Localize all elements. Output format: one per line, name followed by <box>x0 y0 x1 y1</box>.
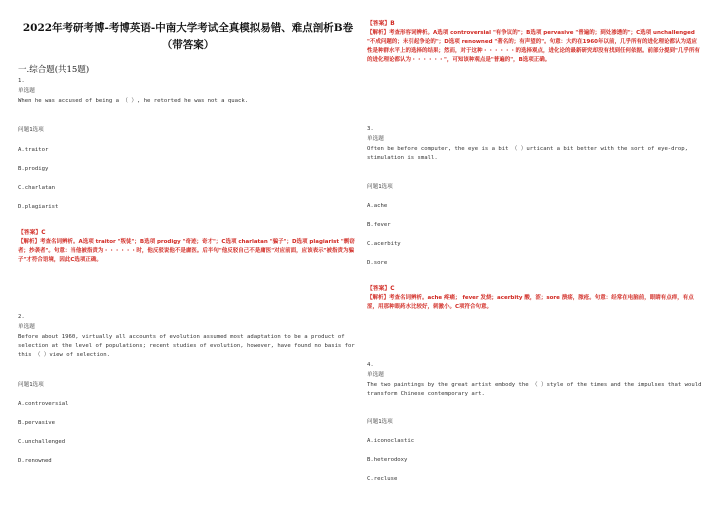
option-c[interactable]: C.recluse <box>367 476 398 482</box>
options-label: 问题1选项 <box>367 184 393 190</box>
question-type: 单选题 <box>18 324 35 330</box>
answer: 【答案】C <box>367 286 395 292</box>
option-a[interactable]: A.controversial <box>18 401 69 407</box>
option-d[interactable]: D.plagiarist <box>18 204 59 210</box>
options-label: 问题1选项 <box>18 127 44 133</box>
options-label: 问题1选项 <box>367 419 393 425</box>
option-a[interactable]: A.ache <box>367 203 388 209</box>
question-type: 单选题 <box>367 136 384 142</box>
option-d[interactable]: D.renowned <box>18 458 52 464</box>
option-b[interactable]: B.heterodoxy <box>367 457 408 463</box>
option-d[interactable]: D.sore <box>367 260 388 266</box>
analysis: 【解析】考查名词辨析。ache 疼痛； fever 发烧；acerbity 酸，涩；sore 溃疡，脓疮。句意：经常在电脑前，眼睛有点痒，有点涩，用那种眼药水比较好，刺激小。C项符合句意。 <box>367 295 694 310</box>
option-b[interactable]: B.prodigy <box>18 166 49 172</box>
option-c[interactable]: C.charlatan <box>18 185 56 191</box>
option-c[interactable]: C.unchallenged <box>18 439 66 445</box>
answer: 【答案】B <box>367 21 395 27</box>
question-type: 单选题 <box>367 372 384 378</box>
question-number: 3. <box>367 126 374 132</box>
option-a[interactable]: A.iconoclastic <box>367 438 415 444</box>
analysis: 【解析】考查名词辨析。A选项 traitor "叛徒"；B选项 prodigy "奇迹；奇才"；C选项 charlatan "骗子"；D选项 plagiarist "剽窃者；抄袭者"。句意：当他被指责为・・・・・・时，他反驳说他不是庸医。后半句"他反驳自己不是庸医"对应前面，应该表示"被指责为骗子"才符合语境，因此C选项正确。 <box>18 239 355 263</box>
question-number: 2. <box>18 314 25 320</box>
question-stem: When he was accused of being a （ ）, he retorted he was not a quack. <box>18 98 249 104</box>
option-b[interactable]: B.pervasive <box>18 420 56 426</box>
section-title: 一.综合题(共15题) <box>18 65 90 75</box>
options-label: 问题1选项 <box>18 382 44 388</box>
option-a[interactable]: A.traitor <box>18 147 49 153</box>
option-b[interactable]: B.fever <box>367 222 391 228</box>
question-stem: Often be before computer, the eye is a bit （ ）urticant a bit better with the sort of eye-drop, stimulation is small. <box>367 146 689 161</box>
question-stem: Before about 1960, virtually all accounts of evolution assumed most adaptation to be a product of selection at the level of populations; recent studies of evolution, however, have found no basis for this （ ）view of selection. <box>18 334 355 358</box>
question-number: 4. <box>367 362 374 368</box>
question-stem: The two paintings by the great artist embody the （ ）style of the times and the impulses that would transform Chinese contemporary art. <box>367 382 702 397</box>
analysis: 【解析】考查形容词辨析。A选项 controversial "有争议的"；B选项 pervasive "普遍的；到处渗透的"；C选项 unchallenged "不成问题的；未引起争论的"；D选项 renowned "著名的；有声望的"。句意：大约在1960年以前，几乎所有的进化理论都认为适应性是种群水平上的选择的结果；然而，对于这种・・・・・・的选择观点，进化论的最新研究却没有找到任何依据。前部分提到"几乎所有的进化理论都认为・・・・・・"，可知该种观点是"普遍的"，B选项正确。 <box>367 30 700 63</box>
answer: 【答案】C <box>18 230 46 236</box>
question-type: 单选题 <box>18 88 35 94</box>
question-number: 1. <box>18 78 25 84</box>
document-title: 2022年考研考博-考博英语-中南大学考试全真模拟易错、难点剖析B卷（带答案） <box>22 22 354 51</box>
option-c[interactable]: C.acerbity <box>367 241 401 247</box>
